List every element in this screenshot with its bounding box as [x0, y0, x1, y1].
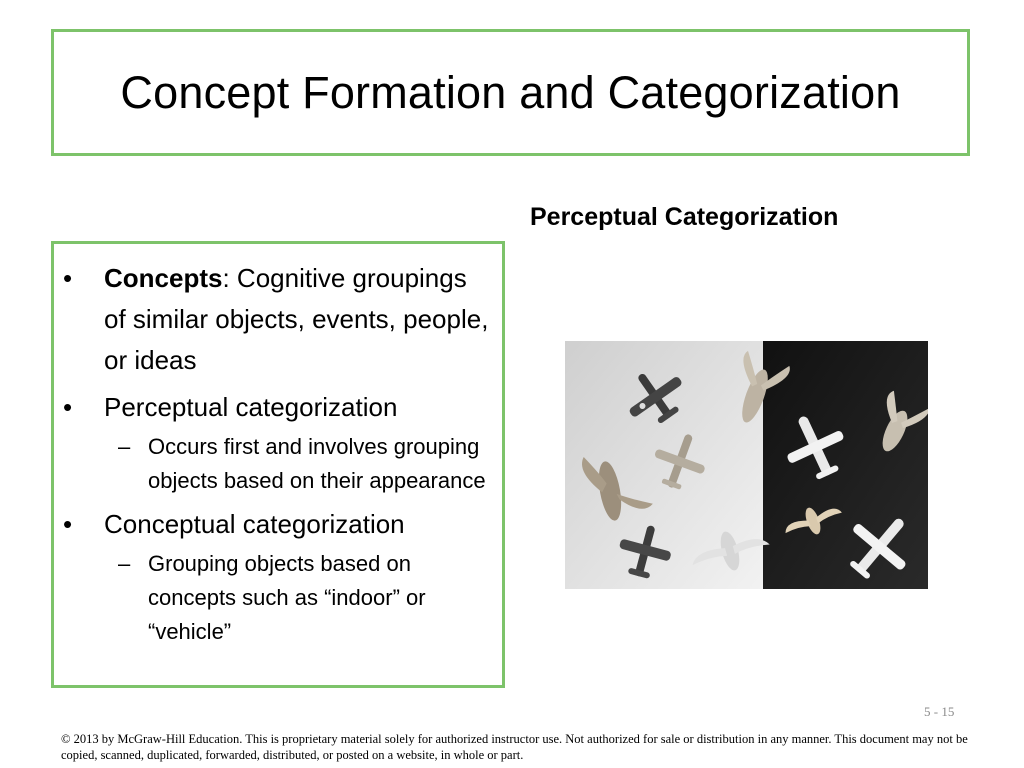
sub-bullet-perceptual [118, 430, 492, 498]
copyright-notice: © 2013 by McGraw-Hill Education. This is proprietary material solely for authorized instructor use. Not authorized for sale or distribution in any manner. This document may not be copied, scanned, duplicated, forwarded, distributed, or posted on a website, in whole or part. [61, 732, 968, 762]
sub-bullet-marker: – [118, 434, 131, 459]
bullet-text: Conceptual categorization [104, 509, 405, 539]
bullet-list-box [51, 241, 505, 688]
bullet-concepts [62, 258, 492, 381]
bullet-definition: : Cognitive groupings of similar objects, events, people, or ideas [104, 263, 489, 375]
bullet-marker: • [63, 392, 73, 422]
sub-bullet-text: Occurs first and involves grouping objects based on their appearance [148, 434, 486, 493]
sub-bullet-text: Grouping objects based on concepts such as “indoor” or “vehicle” [148, 551, 426, 644]
birds-and-airplanes-photo [565, 341, 928, 589]
bullet-conceptual [62, 504, 492, 545]
bullet-perceptual [62, 387, 492, 428]
bullet-text [104, 258, 492, 381]
sub-bullet-conceptual [118, 547, 492, 649]
bullet-marker: • [63, 263, 73, 293]
bullet-bold-term: Concepts [104, 263, 223, 293]
sub-bullet-marker: – [118, 551, 131, 576]
slide-title: Concept Formation and Categorization [120, 67, 901, 118]
bullet-marker: • [63, 509, 73, 539]
page-number: 5 - 15 [924, 704, 955, 719]
bullet-text: Perceptual categorization [104, 392, 398, 422]
photo-illustration [565, 341, 928, 589]
photo-heading: Perceptual Categorization [530, 203, 839, 231]
title-box [51, 29, 970, 156]
